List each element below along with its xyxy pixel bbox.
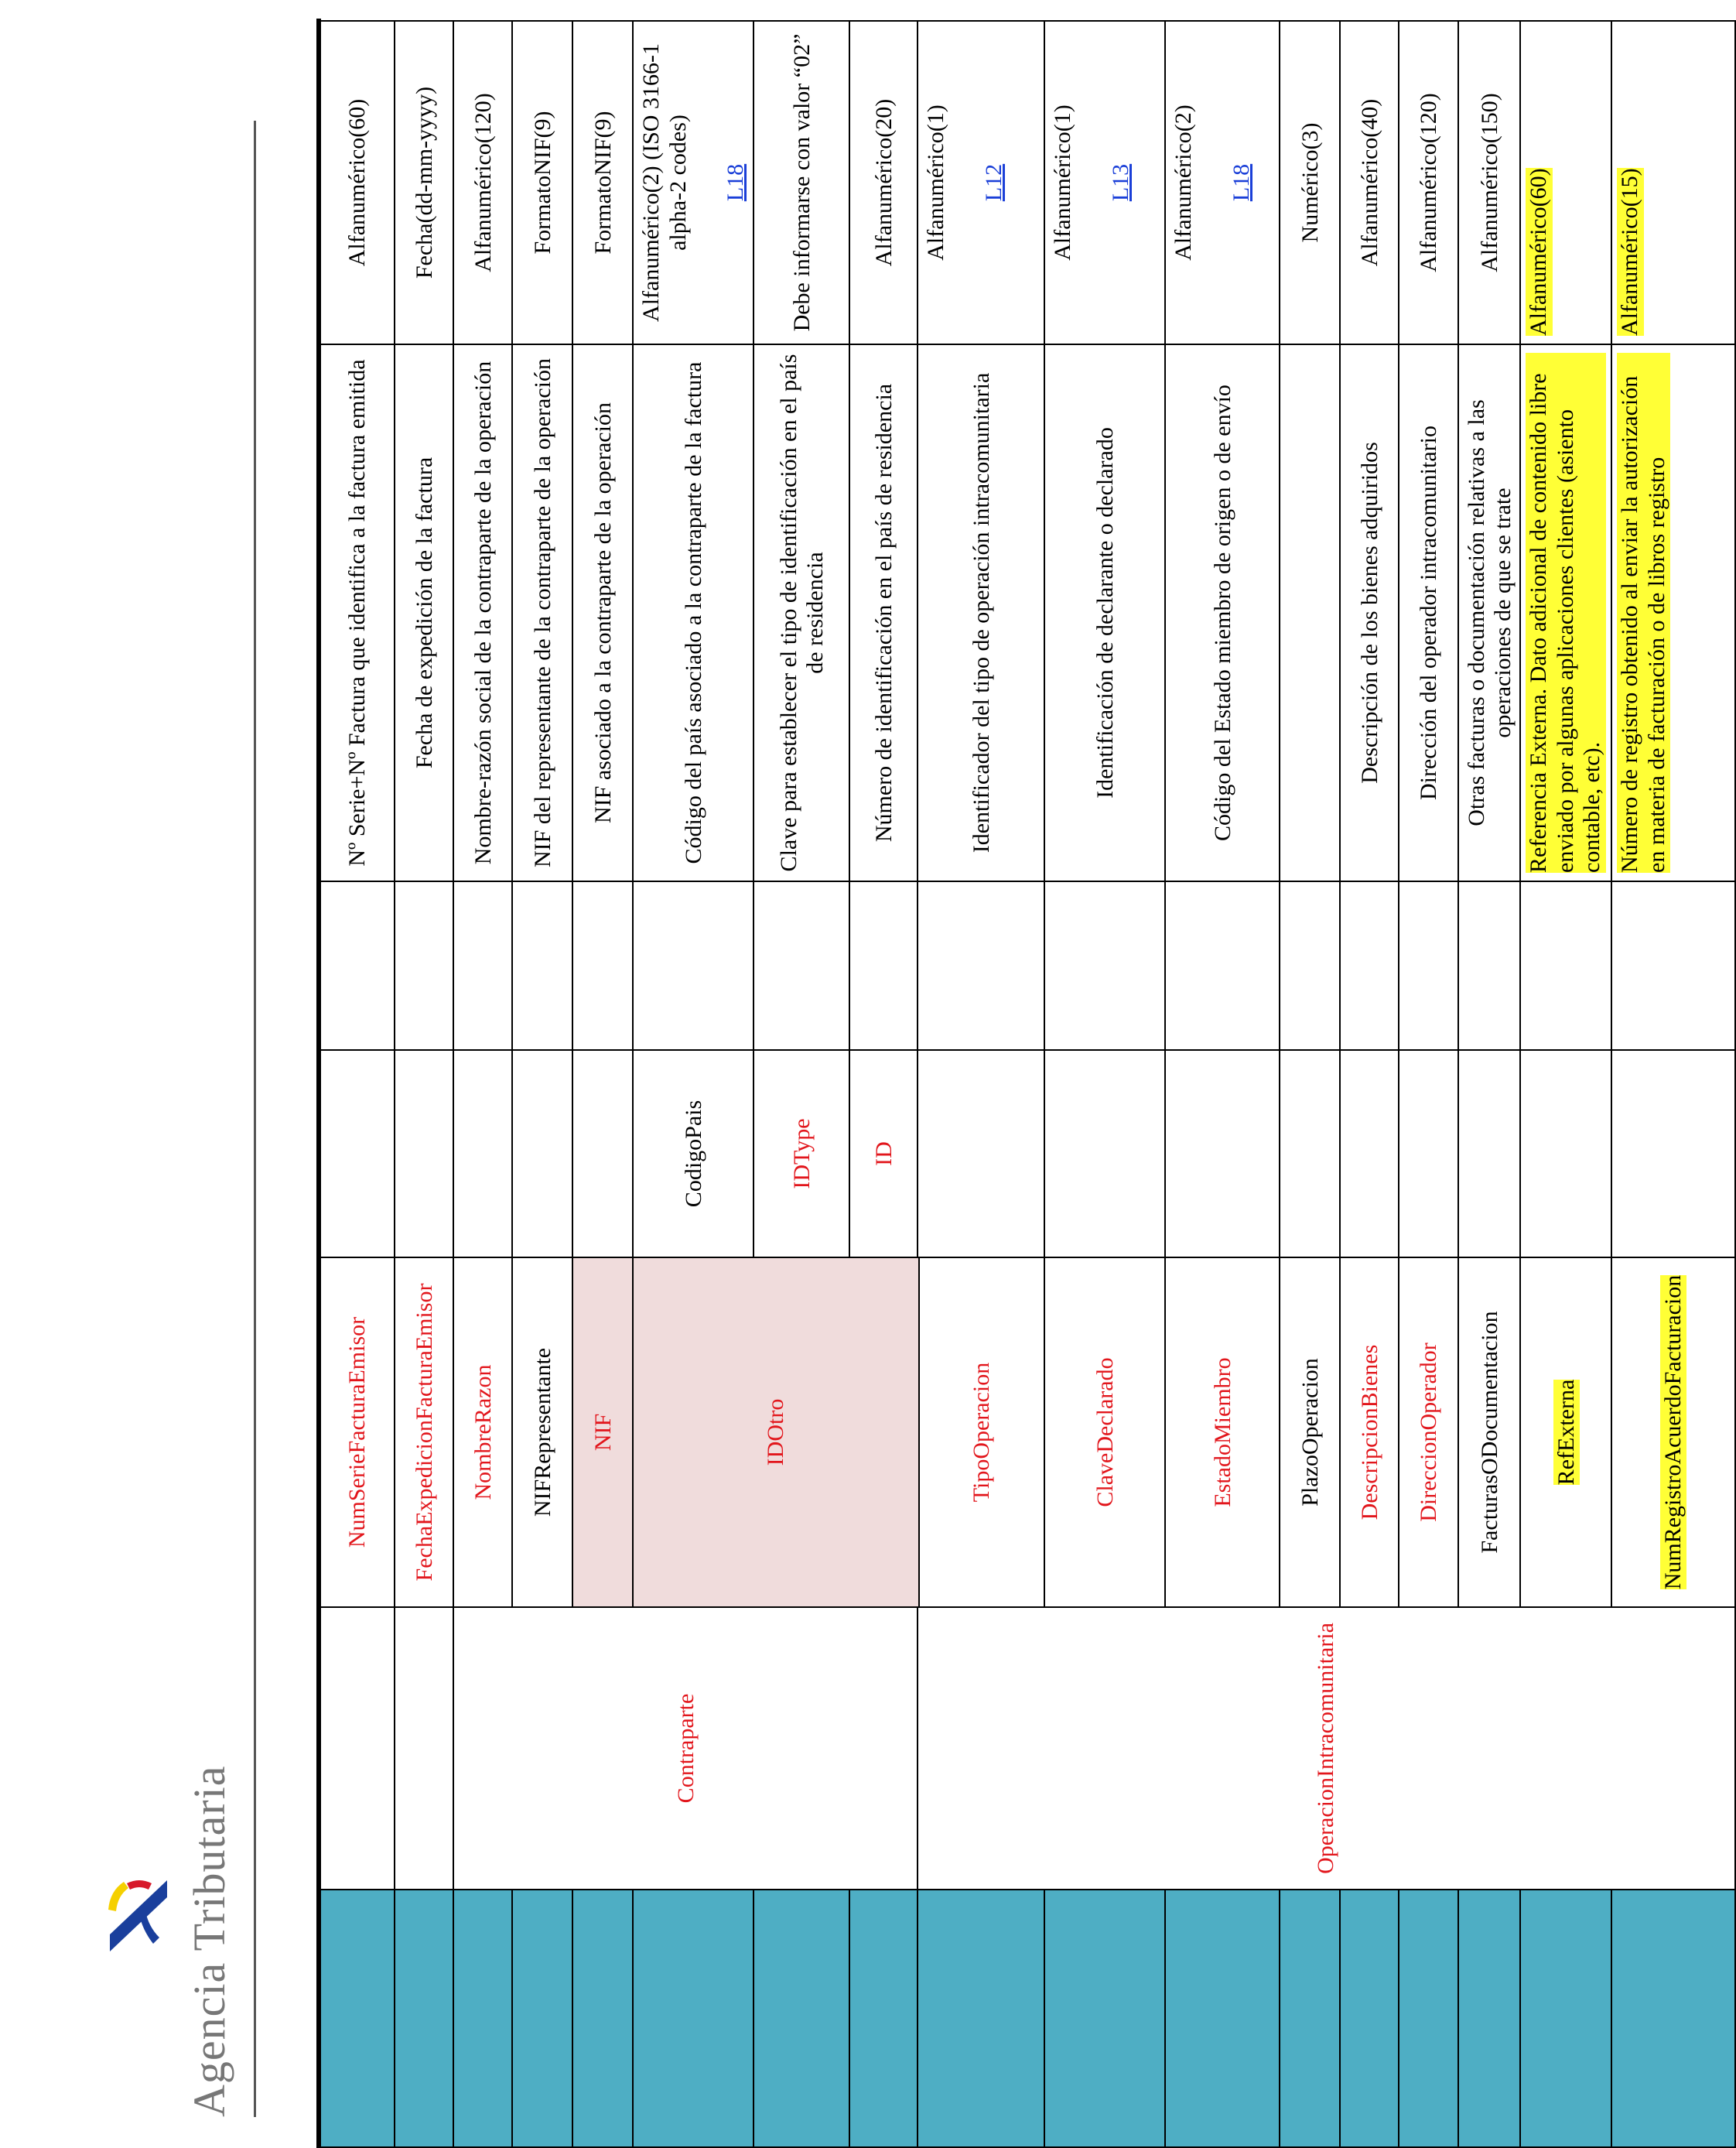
field-id-otro: IDOtro — [632, 1257, 920, 1608]
agencia-tributaria-logo-icon — [93, 1865, 170, 1958]
desc-cell-12: Descripción de los bienes adquiridos — [1339, 344, 1401, 882]
format-cell-13: Alfanumérico(120) — [1398, 20, 1461, 345]
field-table-detail — [319, 20, 1544, 2148]
subfield-cell-16 — [1611, 1049, 1736, 1258]
format-cell-2: Alfanumérico(120) — [453, 20, 514, 345]
format-cell-3: FormatoNIF(9) — [511, 20, 575, 345]
spacer-cell — [1611, 881, 1736, 1051]
field-cell-12: DescripcionBienes — [1339, 1257, 1401, 1608]
format-cell-6: Debe informarse con valor “02” — [753, 20, 852, 345]
desc-cell-0: Nº Serie+Nº Factura que identifica a la factura emitida — [319, 344, 397, 882]
format-text-16: Alfanumérico(15) — [1617, 168, 1642, 336]
desc-cell-8: Identificador del tipo de operación intracomunitaria — [917, 344, 1047, 882]
teal-cell — [1611, 1889, 1736, 2148]
desc-cell-10: Código del Estado miembro de origen o de envío — [1164, 344, 1282, 882]
field-cell-13: DireccionOperador — [1398, 1257, 1461, 1608]
field-cell-14: FacturasODocumentacion — [1457, 1257, 1522, 1608]
link-text-5[interactable]: L18 — [723, 163, 748, 202]
desc-cell-14: Otras facturas o documentación relativas a las operaciones de que se trate — [1457, 344, 1522, 882]
link-text-10[interactable]: L18 — [1228, 163, 1254, 202]
desc-cell-4: NIF asociado a la contraparte de la operación — [572, 344, 635, 882]
format-text-9: Alfanumérico(1) — [1050, 104, 1075, 261]
desc-cell-16 — [1611, 344, 1736, 882]
format-cell-0: Alfanumérico(60) — [319, 20, 397, 345]
desc-text-16: Número de registro obtenido al enviar la autorización en materia de facturación o de libros registro — [1617, 353, 1670, 873]
format-text-5: Alfanumérico(2) (ISO 3166-1 alpha-2 codes) — [638, 43, 691, 322]
link-text-8[interactable]: L12 — [980, 163, 1006, 202]
field-name-15: RefExterna — [1553, 1379, 1579, 1486]
format-cell-12: Alfanumérico(40) — [1339, 20, 1401, 345]
field-cell-4: NIF — [572, 1257, 635, 1608]
agency-name: Agencia Tributaria — [184, 1765, 234, 2117]
field-cell-3: NIFRepresentante — [511, 1257, 575, 1608]
format-text-10: Alfanumérico(2) — [1170, 104, 1196, 261]
desc-cell-1: Fecha de expedición de la factura — [394, 344, 456, 882]
header-divider — [254, 121, 256, 2117]
format-cell-1: Fecha(dd-mm-yyyy) — [394, 20, 456, 345]
desc-cell-5: Código del país asociado a la contraparte de la factura — [632, 344, 756, 882]
desc-cell-2: Nombre-razón social de la contraparte de la operación — [453, 344, 514, 882]
format-cell-16 — [1611, 20, 1736, 345]
subfield-cell-6: IDType — [753, 1049, 852, 1258]
desc-cell-9: Identificación de declarante o declarado — [1044, 344, 1167, 882]
format-text-8: Alfanumérico(1) — [923, 104, 948, 261]
format-cell-11: Numérico(3) — [1279, 20, 1342, 345]
field-cell-10: EstadoMiembro — [1164, 1257, 1282, 1608]
field-cell-11: PlazoOperacion — [1279, 1257, 1342, 1608]
group-contraparte: Contraparte — [453, 1606, 920, 1890]
field-cell-2: NombreRazon — [453, 1257, 514, 1608]
field-cell-0: NumSerieFacturaEmisor — [319, 1257, 397, 1608]
field-cell-16 — [1611, 1257, 1736, 1608]
desc-text-15: Referencia Externa. Dato adicional de contenido libre enviado por algunas aplicaciones clientes (asiento contable, etc). — [1526, 353, 1606, 873]
field-cell-9: ClaveDeclarado — [1044, 1257, 1167, 1608]
subfield-cell-5: CodigoPais — [632, 1049, 756, 1258]
desc-cell-3: NIF del representante de la contraparte de la operación — [511, 344, 575, 882]
group-operacion-intracomunitaria: OperacionIntracomunitaria — [917, 1606, 1736, 1890]
desc-cell-6: Clave para establecer el tipo de identificación en el país de residencia — [753, 344, 852, 882]
field-name-16: NumRegistroAcuerdoFacturacion — [1659, 1274, 1686, 1590]
format-cell-14: Alfanumérico(150) — [1457, 20, 1522, 345]
format-text-15: Alfanumérico(60) — [1526, 168, 1551, 336]
format-cell-4: FormatoNIF(9) — [572, 20, 635, 345]
desc-cell-13: Dirección del operador intracomunitario — [1398, 344, 1461, 882]
link-text-9[interactable]: L13 — [1107, 163, 1133, 202]
format-cell-7: Alfanumérico(20) — [849, 20, 920, 345]
field-cell-1: FechaExpedicionFacturaEmisor — [394, 1257, 456, 1608]
field-cell-8: TipoOperacion — [917, 1257, 1047, 1608]
subfield-cell-7: ID — [849, 1049, 920, 1258]
desc-cell-7: Número de identificación en el país de residencia — [849, 344, 920, 882]
